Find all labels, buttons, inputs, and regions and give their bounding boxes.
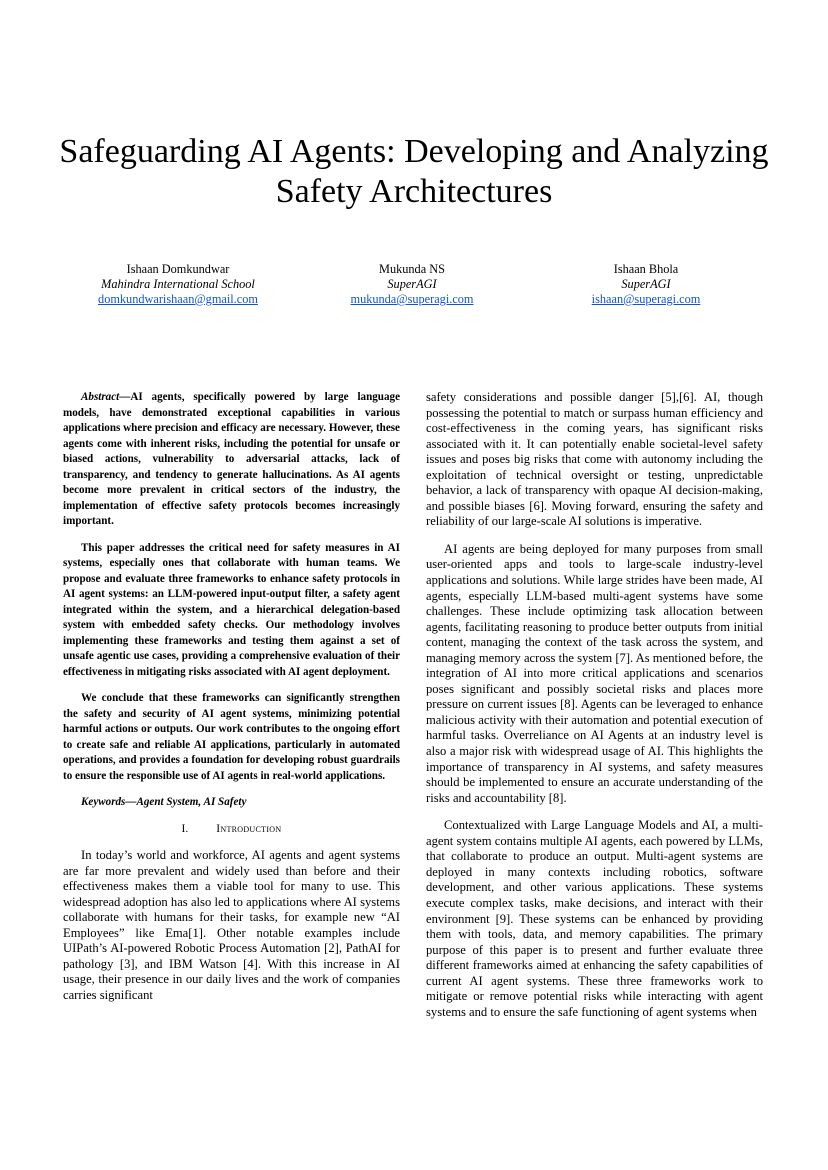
author-name: Ishaan Bhola — [613, 262, 679, 276]
keywords: Keywords—Agent System, AI Safety — [81, 796, 247, 808]
section-heading — [63, 822, 400, 838]
author-name: Mukunda NS — [379, 262, 445, 276]
left-column — [63, 390, 400, 1014]
right-column — [426, 390, 763, 1032]
author-affiliation: SuperAGI — [387, 277, 437, 291]
author-email-link[interactable]: domkundwarishaan@gmail.com — [98, 292, 258, 306]
author-email-link[interactable]: mukunda@superagi.com — [350, 292, 474, 306]
author-affiliation: Mahindra International School — [101, 277, 255, 291]
author-email-link[interactable]: ishaan@superagi.com — [591, 292, 701, 306]
abstract-paragraph-2: This paper addresses the critical need for safety measures in AI systems, especially ones that collaborate with human teams. We propose and evaluate three frameworks to enhance safety protocols in AI agent systems: an LLM-powered input-output filter, a safety agent integrated within the system, and a hierarchical delegation-based system with embedded safety checks. Our methodology involves implementing these frameworks and testing them against a set of unsafe agentic use cases, providing a comprehensive evaluation of their effectiveness in mitigating risks associated with AI agent deployment. — [63, 541, 400, 678]
intro-paragraph-1: In today’s world and workforce, AI agents and agent systems are far more prevalent and widely used than before and their effectiveness makes them a viable tool for many to use. This widespread adoption has also led to applications where AI systems collaborate with humans for their tasks, for example new “AI Employees” like Ema[1]. Other notable examples include UIPath’s AI-powered Robotic Process Automation [2], PathAI for pathology [3], and IBM Watson [4]. With this increase in AI usage, their presence in our daily lives and the work of companies carries significant — [63, 848, 400, 1002]
author-affiliation: SuperAGI — [621, 277, 671, 291]
abstract-paragraph-1 — [63, 390, 400, 530]
author-name: Ishaan Domkundwar — [126, 262, 230, 276]
body-paragraph-1: safety considerations and possible danger [5],[6]. AI, though possessing the potential to match or surpass human efficiency and cost-effectiveness in the coming years, has significant risks associated with it. It can potentially enable societal-level safety issues and poses big risks that come with autonomy including the exploitation of technical oversight or testing, unpredictable behavior, a lack of transparency with opaque AI decision-making, and possible biases [6]. Moving forward, ensuring the safety and reliability of our large-scale AI solutions is imperative. — [426, 390, 763, 529]
section-number: I. — [181, 822, 189, 835]
section-title: Introduction — [216, 822, 282, 835]
paper-title: Safeguarding AI Agents: Developing and Analyzing Safety Architectures — [59, 133, 769, 210]
author-3 — [531, 262, 761, 307]
author-1 — [63, 262, 293, 307]
body-paragraph-2: AI agents are being deployed for many purposes from small user-oriented apps and tools to large-scale industry-level applications and solutions. While large strides have been made, AI agents, especially LLM-based multi-agent systems have some challenges. These include optimizing task allocation between agents, facilitating reasoning to produce better outputs from initial content, managing the context of the task across the system, and managing memory across the system [7]. As mentioned before, the integration of AI into more critical applications and scenarios poses significant and possibly societal risks and places more pressure on current issues [8]. Agents can be leveraged to enhance malicious activity with their automation and potential execution of harmful tasks. Overreliance on AI Agents at an industry level is also a major risk with widespread usage of AI. This highlights the importance of transparency in AI systems, and safety measures should be implemented to ensure an accurate understanding of the risks and accountability [8]. — [426, 541, 763, 805]
abstract-label: Abstract — [81, 391, 120, 403]
abstract-text: —AI agents, specifically powered by large language models, have demonstrated exceptional capabilities in various applications where precision and efficacy are necessary. However, these agents come with inherent risks, including the potential for unsafe or biased actions, vulnerability to adversarial attacks, lack of transparency, and tendency to generate hallucinations. As AI agents become more prevalent in critical sectors of the industry, the implementation of effective safety protocols becomes increasingly important. — [63, 391, 400, 527]
body-paragraph-3: Contextualized with Large Language Models and AI, a multi-agent system contains multiple AI agents, each powered by LLMs, that collaborate to produce an output. Multi-agent systems are deployed in many contexts including robotics, software development, and other various applications. These systems execute complex tasks, make decisions, and interact with their environment [9]. These systems can be enhanced by providing them with tools, data, and memory capabilities. The primary purpose of this paper is to present and further evaluate three different frameworks aimed at enhancing the safety capabilities of current AI agent systems. These three frameworks work to mitigate or remove potential risks while interacting with agent systems and to ensure the safe functioning of agent systems when — [426, 818, 763, 1019]
author-2 — [297, 262, 527, 307]
abstract-paragraph-3: We conclude that these frameworks can significantly strengthen the safety and security of AI agent systems, minimizing potential harmful actions or outputs. Our work contributes to the ongoing effort to create safe and reliable AI applications, particularly in automated operations, and provides a foundation for developing robust guardrails to ensure the responsible use of AI agents in real-world applications. — [63, 692, 400, 782]
